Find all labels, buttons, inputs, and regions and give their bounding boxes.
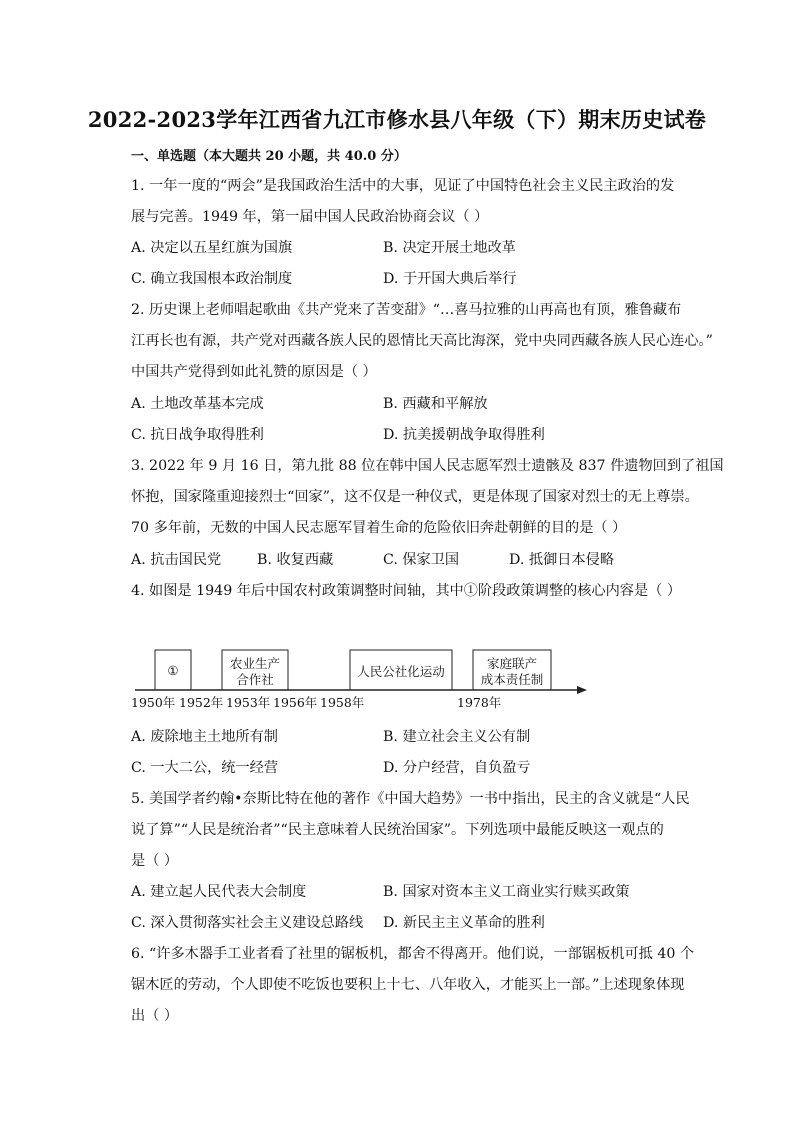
question-2-option-a[interactable]: A. 土地改革基本完成 — [131, 396, 264, 412]
question-6-line-2: 锯木匠的劳动，个人即使不吃饭也要积上十七、八年收入，才能买上一部。”上述现象体现 — [131, 977, 685, 993]
timeline-box-2-label-line-1: 农业生产 — [229, 656, 281, 671]
question-5-option-d[interactable]: D. 新民主主义革命的胜利 — [383, 915, 545, 931]
question-6-line-3: 出（ ） — [131, 1008, 179, 1024]
question-3-line-2: 怀抱，国家隆重迎接烈士“回家”，这不仅是一种仪式，更是体现了国家对烈士的无上尊崇。 — [131, 489, 699, 505]
question-6-line-1: 6. “许多木器手工业者看了社里的锯板机，都舍不得离开。他们说，一部锯板机可抵 40 个 — [131, 946, 695, 962]
question-5-option-b[interactable]: B. 国家对资本主义工商业实行赎买政策 — [383, 884, 630, 900]
question-1-line-2: 展与完善。1949 年，第一届中国人民政治协商会议（ ） — [131, 209, 489, 225]
timeline-year-1953: 1953年 — [226, 695, 271, 710]
question-2-line-1: 2. 历史课上老师唱起歌曲《共产党来了苦变甜》“…喜马拉雅的山再高也有顶，雅鲁藏布 — [131, 302, 682, 318]
question-3-line-3: 70 多年前，无数的中国人民志愿军冒着生命的危险依旧奔赴朝鲜的目的是（ ） — [131, 520, 627, 536]
timeline-year-1956: 1956年 — [273, 695, 318, 710]
question-1-option-b[interactable]: B. 决定开展土地改革 — [383, 240, 516, 256]
page-title: 2022-2023学年江西省九江市修水县八年级（下）期末历史试卷 — [87, 107, 707, 132]
question-4-option-c[interactable]: C. 一大二公，统一经营 — [131, 760, 279, 776]
timeline-box-4-label-line-2: 成本责任制 — [480, 672, 544, 687]
question-4-option-a[interactable]: A. 废除地主土地所有制 — [131, 729, 278, 745]
timeline-year-1978: 1978年 — [457, 695, 502, 710]
question-2-option-d[interactable]: D. 抗美援朝战争取得胜利 — [383, 427, 545, 443]
question-1-line-1: 1. 一年一度的“两会”是我国政治生活中的大事，见证了中国特色社会主义民主政治的发 — [131, 178, 675, 194]
question-3-line-1: 3. 2022 年 9 月 16 日，第九批 88 位在韩中国人民志愿军烈士遗骸及 837 件遗物回到了祖国 — [131, 458, 724, 474]
question-1-option-d[interactable]: D. 于开国大典后举行 — [383, 271, 517, 287]
timeline-arrow-icon — [577, 686, 587, 694]
timeline-box-1-label: ① — [167, 663, 179, 678]
question-3-option-a[interactable]: A. 抗击国民党 — [131, 552, 222, 568]
question-4-line-1: 4. 如图是 1949 年后中国农村政策调整时间轴，其中①阶段政策调整的核心内容是（ ） — [131, 583, 682, 599]
question-4-option-d[interactable]: D. 分户经营，自负盈亏 — [383, 760, 531, 776]
question-1-option-c[interactable]: C. 确立我国根本政治制度 — [131, 271, 293, 287]
timeline-box-4-label-line-1: 家庭联产 — [486, 656, 538, 671]
timeline-box-2-label-line-2: 合作社 — [236, 672, 274, 687]
question-2-option-b[interactable]: B. 西藏和平解放 — [383, 396, 488, 412]
question-2-line-2: 江再长也有源，共产党对西藏各族人民的恩情比天高比海深，党中央同西藏各族人民心连心。” — [131, 333, 713, 349]
question-2-line-3: 中国共产党得到如此礼赞的原因是（ ） — [131, 364, 377, 380]
question-5-option-a[interactable]: A. 建立起人民代表大会制度 — [131, 884, 307, 900]
timeline-year-1958: 1958年 — [320, 695, 365, 710]
question-1-option-a[interactable]: A. 决定以五星红旗为国旗 — [131, 240, 293, 256]
question-3-option-b[interactable]: B. 收复西藏 — [257, 552, 334, 568]
question-5-option-c[interactable]: C. 深入贯彻落实社会主义建设总路线 — [131, 915, 364, 931]
question-4-option-b[interactable]: B. 建立社会主义公有制 — [383, 729, 531, 745]
timeline-year-1952: 1952年 — [179, 695, 224, 710]
policy-timeline-figure — [125, 640, 595, 715]
question-3-option-d[interactable]: D. 抵御日本侵略 — [509, 552, 615, 568]
timeline-box-3-label: 人民公社化运动 — [357, 664, 445, 679]
timeline-year-1950: 1950年 — [131, 695, 176, 710]
question-5-line-3: 是（ ） — [131, 853, 179, 869]
question-2-option-c[interactable]: C. 抗日战争取得胜利 — [131, 427, 264, 443]
section-heading: 一、单选题（本大题共 20 小题，共 40.0 分） — [131, 149, 407, 164]
question-5-line-2: 说了算”“人民是统治者”“民主意味着人民统治国家”。下列选项中最能反映这一观点的 — [131, 822, 664, 838]
question-3-option-c[interactable]: C. 保家卫国 — [383, 552, 460, 568]
question-5-line-1: 5. 美国学者约翰•奈斯比特在他的著作《中国大趋势》一书中指出，民主的含义就是“人民 — [131, 791, 690, 807]
